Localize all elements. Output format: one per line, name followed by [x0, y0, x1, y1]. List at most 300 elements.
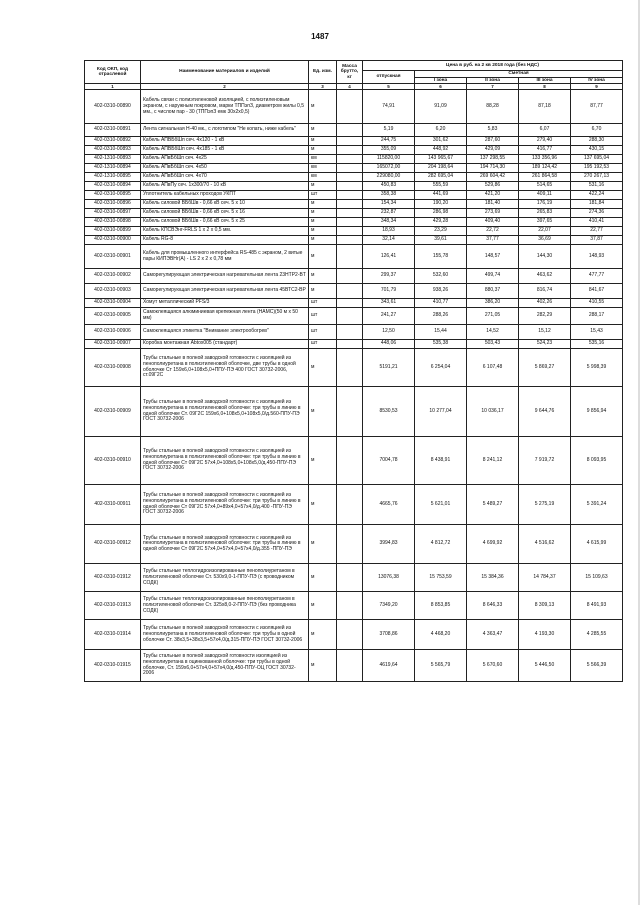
table-row	[85, 137, 623, 146]
cell-name: Кабель силовой ВБбШв - 0,66 кВ сеч. 5 х 25	[141, 218, 309, 227]
cell-z2: 88,28	[467, 90, 519, 124]
cell-code: 402-0310-00911	[85, 485, 141, 525]
cell-z3: 416,77	[519, 146, 571, 155]
cell-z3: 7 919,72	[519, 437, 571, 485]
cell-z3: 9 644,76	[519, 387, 571, 437]
cell-z3: 6,07	[519, 124, 571, 137]
cell-z4: 37,87	[571, 236, 623, 245]
table-row	[85, 191, 623, 200]
cell-code: 402-0310-00902	[85, 269, 141, 284]
cell-mass	[337, 245, 363, 269]
unit-header: Ед. изм.	[309, 61, 337, 84]
cell-mass	[337, 191, 363, 200]
cell-code: 402-0310-00907	[85, 340, 141, 349]
cell-z3: 397,65	[519, 218, 571, 227]
cell-z4: 410,55	[571, 299, 623, 308]
cell-z3: 463,62	[519, 269, 571, 284]
cell-name: Трубы стальные в полной заводской готовности с изоляцией из пенополиуретана в полиэтиленовой оболочке: три трубы в одной оболочке Ст. 38х3,5+38х3,5+57х4,0/д.315-ППУ-ПЭ ГОСТ 30732-2006	[141, 620, 309, 650]
cell-mass	[337, 308, 363, 325]
cell-price: 299,37	[363, 269, 415, 284]
cell-z2: 6 107,48	[467, 349, 519, 387]
cell-price: 343,61	[363, 299, 415, 308]
cell-unit: шт	[309, 191, 337, 200]
column-index: 3	[309, 84, 337, 90]
cell-z4: 9 856,94	[571, 387, 623, 437]
cell-price: 115820,00	[363, 155, 415, 164]
column-index: 8	[519, 84, 571, 90]
cell-price: 32,14	[363, 236, 415, 245]
cell-unit: м	[309, 387, 337, 437]
cell-mass	[337, 349, 363, 387]
column-index: 2	[141, 84, 309, 90]
cell-z3: 133 356,96	[519, 155, 571, 164]
cell-code: 402-0310-01914	[85, 620, 141, 650]
cell-z1: 938,26	[415, 284, 467, 299]
table-row	[85, 164, 623, 173]
cell-price: 126,41	[363, 245, 415, 269]
cell-unit: м	[309, 90, 337, 124]
cell-z1: 532,60	[415, 269, 467, 284]
cell-unit: м	[309, 564, 337, 592]
cell-unit: м	[309, 592, 337, 620]
cell-z4: 288,30	[571, 137, 623, 146]
cell-z3: 189 124,42	[519, 164, 571, 173]
cell-z4: 841,67	[571, 284, 623, 299]
cell-mass	[337, 236, 363, 245]
cell-z1: 410,77	[415, 299, 467, 308]
page-number: 1487	[311, 32, 329, 41]
cell-z2: 137 298,55	[467, 155, 519, 164]
cell-z2: 271,05	[467, 308, 519, 325]
cell-z1: 282 695,04	[415, 173, 467, 182]
cell-z4: 270 267,13	[571, 173, 623, 182]
cell-z2: 429,09	[467, 146, 519, 155]
cell-z2: 273,69	[467, 209, 519, 218]
cell-price: 3708,86	[363, 620, 415, 650]
table-row	[85, 437, 623, 485]
cell-price: 355,09	[363, 146, 415, 155]
zone1-header: I зона	[415, 77, 467, 84]
cell-z3: 5 446,50	[519, 650, 571, 682]
cell-z3: 279,40	[519, 137, 571, 146]
cell-name: Кабель RG-8	[141, 236, 309, 245]
cell-z4: 15 109,63	[571, 564, 623, 592]
table-row	[85, 308, 623, 325]
cell-z4: 430,15	[571, 146, 623, 155]
cell-code: 402-0310-00905	[85, 308, 141, 325]
cell-code: 402-0310-00891	[85, 124, 141, 137]
table-row	[85, 349, 623, 387]
cell-price: 7349,20	[363, 592, 415, 620]
cell-name: Трубы стальные в полной заводской готовности с изоляцией из пенополиуретана в полиэтиленовой оболочке: три трубы в линию в одной оболочке Ст. 09Г2С 159х6,0+108х5,0+108х5,0/д.560-ППУ-ПЭ ГОСТ 30732-2006	[141, 387, 309, 437]
cell-unit: м	[309, 236, 337, 245]
cell-name: Кабель АПвБбШп сеч. 4х70	[141, 173, 309, 182]
cell-name: Лента сигнальная Н-40 мк., с логотипом "Не копать, ниже кабель"	[141, 124, 309, 137]
cell-name: Кабель силовой ВБбШв - 0,66 кВ сеч. 5 х 10	[141, 200, 309, 209]
price-table	[84, 60, 623, 682]
cell-mass	[337, 592, 363, 620]
cell-z3: 4 516,62	[519, 525, 571, 564]
cell-mass	[337, 173, 363, 182]
cell-code: 402-0310-00906	[85, 325, 141, 340]
cell-z3: 282,29	[519, 308, 571, 325]
cell-z2: 269 604,42	[467, 173, 519, 182]
cell-z4: 195 192,53	[571, 164, 623, 173]
release-price-header: отпускная	[363, 71, 415, 84]
cell-unit: м	[309, 485, 337, 525]
cell-code: 402-0310-01915	[85, 650, 141, 682]
cell-z3: 5 869,27	[519, 349, 571, 387]
cell-z4: 5 566,39	[571, 650, 623, 682]
cell-z4: 87,77	[571, 90, 623, 124]
table-row	[85, 269, 623, 284]
table-row	[85, 620, 623, 650]
table-row	[85, 299, 623, 308]
cell-code: 402-0310-00904	[85, 299, 141, 308]
cell-mass	[337, 299, 363, 308]
cell-z1: 4 812,72	[415, 525, 467, 564]
cell-z2: 287,60	[467, 137, 519, 146]
cell-z1: 4 468,20	[415, 620, 467, 650]
cell-z4: 274,36	[571, 209, 623, 218]
cell-mass	[337, 155, 363, 164]
cell-z2: 14,52	[467, 325, 519, 340]
cell-mass	[337, 218, 363, 227]
cell-z2: 386,20	[467, 299, 519, 308]
cell-z4: 410,41	[571, 218, 623, 227]
cell-unit: м	[309, 227, 337, 236]
cell-unit: км	[309, 173, 337, 182]
zone2-header: II зона	[467, 77, 519, 84]
cell-z4: 22,77	[571, 227, 623, 236]
cell-name: Трубы стальные в полной заводской готовности с изоляцией из пенополиуретана в полиэтиленовой оболочке: три трубы в линию в одной оболочке Ст 09Г2С 57х4,0+57х4,0+57х4,0/д.355 -ППУ-ПЭ	[141, 525, 309, 564]
cell-unit: м	[309, 349, 337, 387]
cell-z4: 137 695,04	[571, 155, 623, 164]
cell-name: Саморегулирующая электрическая нагревательная лента 45ВТС2-BP	[141, 284, 309, 299]
cell-z2: 503,43	[467, 340, 519, 349]
cell-z2: 15 384,36	[467, 564, 519, 592]
cell-mass	[337, 284, 363, 299]
cell-name: Кабель АПВБбШп сеч. 4х120 - 1 кВ	[141, 137, 309, 146]
cell-unit: м	[309, 124, 337, 137]
cell-code: 402-0310-00900	[85, 236, 141, 245]
cell-z3: 409,11	[519, 191, 571, 200]
cell-z1: 15 753,59	[415, 564, 467, 592]
cell-mass	[337, 620, 363, 650]
name-header: Наименование материалов и изделий	[141, 61, 309, 84]
cell-z3: 5 275,19	[519, 485, 571, 525]
cell-z4: 181,84	[571, 200, 623, 209]
table-row	[85, 284, 623, 299]
cell-z1: 286,98	[415, 209, 467, 218]
cell-price: 448,06	[363, 340, 415, 349]
cell-unit: м	[309, 146, 337, 155]
cell-z2: 409,40	[467, 218, 519, 227]
cell-mass	[337, 387, 363, 437]
cell-name: Саморегулирующая электрическая нагревательная лента 23НТР2-BT	[141, 269, 309, 284]
cell-price: 4619,64	[363, 650, 415, 682]
cell-code: 402-0310-00903	[85, 284, 141, 299]
table-row	[85, 236, 623, 245]
cell-mass	[337, 200, 363, 209]
table-row	[85, 124, 623, 137]
cell-z3: 265,83	[519, 209, 571, 218]
cell-z1: 10 277,04	[415, 387, 467, 437]
cell-z1: 15,44	[415, 325, 467, 340]
cell-price: 12,50	[363, 325, 415, 340]
cell-price: 358,38	[363, 191, 415, 200]
cell-mass	[337, 146, 363, 155]
cell-name: Хомут металлический PFS/3	[141, 299, 309, 308]
table-row	[85, 227, 623, 236]
table-row	[85, 340, 623, 349]
cell-code: 402-0310-00890	[85, 90, 141, 124]
zone3-header: III зона	[519, 77, 571, 84]
price-group-header: Цена в руб. на 2 кв 2018 года (без НДС)	[363, 61, 623, 71]
cell-price: 241,27	[363, 308, 415, 325]
cell-unit: шт	[309, 325, 337, 340]
cell-code: 402-0310-00899	[85, 227, 141, 236]
cell-mass	[337, 90, 363, 124]
cell-z1: 5 565,79	[415, 650, 467, 682]
cell-unit: м	[309, 620, 337, 650]
cell-z2: 8 241,12	[467, 437, 519, 485]
cell-mass	[337, 564, 363, 592]
cell-mass	[337, 227, 363, 236]
cell-price: 244,75	[363, 137, 415, 146]
column-index: 9	[571, 84, 623, 90]
cell-unit: м	[309, 137, 337, 146]
cell-price: 8530,53	[363, 387, 415, 437]
cell-z2: 10 036,17	[467, 387, 519, 437]
cell-price: 5,19	[363, 124, 415, 137]
cell-z2: 181,40	[467, 200, 519, 209]
cell-mass	[337, 137, 363, 146]
column-index: 5	[363, 84, 415, 90]
cell-z1: 5 621,01	[415, 485, 467, 525]
cell-z1: 441,69	[415, 191, 467, 200]
cell-unit: м	[309, 200, 337, 209]
cell-code: 402-0310-00908	[85, 349, 141, 387]
cell-z4: 8 093,95	[571, 437, 623, 485]
cell-name: Трубы стальные в полной заводской готовности с изоляцией из пенополиуретана в полиэтиленовой оболочке, две трубы в одной оболочке Ст 159х6,0+108х5,0+ППУ-ПЭ 400 ГОСТ 30732-2006, ст.09Г2С	[141, 349, 309, 387]
cell-code: 402-0310-00893	[85, 146, 141, 155]
cell-z4: 535,16	[571, 340, 623, 349]
cell-code: 402-0310-00896	[85, 200, 141, 209]
cell-z1: 143 965,67	[415, 155, 467, 164]
table-row	[85, 155, 623, 164]
cell-name: Коробка монтажная Abtox005 (стандарт)	[141, 340, 309, 349]
cell-mass	[337, 340, 363, 349]
cell-price: 232,87	[363, 209, 415, 218]
cell-price: 348,34	[363, 218, 415, 227]
cell-unit: км	[309, 164, 337, 173]
cell-mass	[337, 325, 363, 340]
cell-z2: 880,37	[467, 284, 519, 299]
cell-code: 402-0310-01913	[85, 592, 141, 620]
cell-price: 701,79	[363, 284, 415, 299]
cell-z4: 5 998,39	[571, 349, 623, 387]
table-row	[85, 90, 623, 124]
cell-mass	[337, 437, 363, 485]
table-row	[85, 592, 623, 620]
cell-unit: шт	[309, 308, 337, 325]
cell-code: 402-0310-00897	[85, 209, 141, 218]
cell-unit: м	[309, 650, 337, 682]
zone4-header: IV зона	[571, 77, 623, 84]
cell-z3: 524,23	[519, 340, 571, 349]
cell-price: 5191,21	[363, 349, 415, 387]
cell-unit: шт	[309, 340, 337, 349]
cell-unit: м	[309, 182, 337, 191]
cell-name: Кабель силовой ВБбШв - 0,66 кВ сеч. 5 х 16	[141, 209, 309, 218]
cell-z1: 91,09	[415, 90, 467, 124]
cell-z3: 402,26	[519, 299, 571, 308]
cell-price: 13076,38	[363, 564, 415, 592]
table-row	[85, 387, 623, 437]
cell-z1: 6,20	[415, 124, 467, 137]
cell-unit: шт	[309, 299, 337, 308]
cell-unit: м	[309, 525, 337, 564]
cell-mass	[337, 650, 363, 682]
table-row	[85, 485, 623, 525]
cell-name: Кабель АПвПу сеч. 1х300/70 - 10 кВ	[141, 182, 309, 191]
column-index: 4	[337, 84, 363, 90]
cell-name: Кабель КПСВЭнг-FRLS 1 х 2 х 0,5 мм.	[141, 227, 309, 236]
cell-z1: 39,61	[415, 236, 467, 245]
cell-code: 402-0310-00898	[85, 218, 141, 227]
cell-name: Трубы стальные в полной заводской готовности с изоляцией из пенополиуретана в полиэтиленовой оболочке: три трубы в линию в одной оболочке Ст 09Г2С 57х4,0+108х5,0+108х5,0/д.450-ППУ-ПЭ ГОСТ 30732-2006	[141, 437, 309, 485]
cell-price: 3994,83	[363, 525, 415, 564]
cell-z2: 194 714,30	[467, 164, 519, 173]
cell-price: 165072,00	[363, 164, 415, 173]
cell-z2: 5 670,60	[467, 650, 519, 682]
table-row	[85, 209, 623, 218]
cell-z3: 87,18	[519, 90, 571, 124]
cell-z2: 37,77	[467, 236, 519, 245]
cell-z1: 204 198,64	[415, 164, 467, 173]
code-header: Код ОКП, код отраслевой	[85, 61, 141, 84]
cell-z1: 155,78	[415, 245, 467, 269]
cell-z1: 448,92	[415, 146, 467, 155]
cell-mass	[337, 269, 363, 284]
cell-name: Кабель АПВБбШп сеч. 4х185 - 1 кВ	[141, 146, 309, 155]
cell-z2: 421,20	[467, 191, 519, 200]
cell-z2: 148,57	[467, 245, 519, 269]
cell-name: Уплотнитель кабельных проходов УКПТ	[141, 191, 309, 200]
cell-z3: 8 309,13	[519, 592, 571, 620]
cell-z4: 422,24	[571, 191, 623, 200]
table-row	[85, 218, 623, 227]
cell-price: 229080,00	[363, 173, 415, 182]
cell-z2: 5,83	[467, 124, 519, 137]
cell-z2: 8 646,33	[467, 592, 519, 620]
cell-code: 402-0310-00894	[85, 182, 141, 191]
cell-code: 402-0310-00892	[85, 137, 141, 146]
cell-z1: 535,38	[415, 340, 467, 349]
cell-price: 74,91	[363, 90, 415, 124]
cell-z1: 8 853,85	[415, 592, 467, 620]
table-row	[85, 650, 623, 682]
table-row	[85, 525, 623, 564]
cell-z3: 4 193,30	[519, 620, 571, 650]
cell-code: 402-1310-00893	[85, 155, 141, 164]
table-row	[85, 564, 623, 592]
table-row	[85, 182, 623, 191]
cell-mass	[337, 182, 363, 191]
cell-price: 450,83	[363, 182, 415, 191]
cell-price: 4665,76	[363, 485, 415, 525]
cell-z2: 529,86	[467, 182, 519, 191]
cell-unit: м	[309, 437, 337, 485]
cell-z2: 22,72	[467, 227, 519, 236]
cell-z1: 23,29	[415, 227, 467, 236]
table-row	[85, 245, 623, 269]
cell-code: 402-0310-00912	[85, 525, 141, 564]
cell-z4: 8 491,93	[571, 592, 623, 620]
cell-unit: м	[309, 218, 337, 227]
cell-z2: 4 699,92	[467, 525, 519, 564]
cell-unit: м	[309, 284, 337, 299]
cell-mass	[337, 525, 363, 564]
cell-z3: 514,65	[519, 182, 571, 191]
cell-z4: 477,77	[571, 269, 623, 284]
cell-code: 402-0310-00901	[85, 245, 141, 269]
cell-z4: 148,93	[571, 245, 623, 269]
cell-name: Трубы стальные в полной заводской готовности с изоляцией из пенополиуретана в полиэтиленовой оболочке: три трубы в линию в одной оболочке Ст 09Г2С 57х4,0+89х4,0+57х4,0/д.400 -ППУ-ПЭ ГОСТ 30732-2006	[141, 485, 309, 525]
cell-z4: 4 285,55	[571, 620, 623, 650]
cell-unit: м	[309, 269, 337, 284]
cell-z3: 176,19	[519, 200, 571, 209]
estimate-price-header: Сметная	[415, 71, 623, 78]
cell-mass	[337, 124, 363, 137]
table-row	[85, 146, 623, 155]
cell-mass	[337, 485, 363, 525]
cell-z1: 555,59	[415, 182, 467, 191]
cell-z1: 429,28	[415, 218, 467, 227]
cell-code: 402-0310-00909	[85, 387, 141, 437]
cell-z4: 6,70	[571, 124, 623, 137]
cell-name: Трубы стальные теплогидроизолированные пенополиуретаном в полиэтиленовой оболочке Ст. 530х9,0-1-ППУ-ПЭ (с проводником СОДК)	[141, 564, 309, 592]
cell-z1: 6 254,04	[415, 349, 467, 387]
cell-z4: 5 391,24	[571, 485, 623, 525]
cell-z3: 816,74	[519, 284, 571, 299]
cell-code: 402-0310-00910	[85, 437, 141, 485]
cell-z2: 4 363,47	[467, 620, 519, 650]
cell-name: Трубы стальные в полной заводской готовности изоляцией из пенополиуретана в оцинкованной оболочке: три трубы в одной оболочке, Ст. 159х6,0+57х4,0+57х4,0/д.450-ППУ-ОЦ ГОСТ 30732-2006	[141, 650, 309, 682]
cell-name: Кабель для промышленного интерфейса RS-485 с экраном, 2 витые пары КИПЭВНг(А) - LS 2 х 2 х 0,78 мм	[141, 245, 309, 269]
cell-unit: м	[309, 245, 337, 269]
cell-z3: 22,07	[519, 227, 571, 236]
cell-z4: 4 615,99	[571, 525, 623, 564]
cell-code: 402-1310-00894	[85, 164, 141, 173]
cell-name: Кабель АПвБбШп сеч. 4х25	[141, 155, 309, 164]
cell-z2: 5 489,27	[467, 485, 519, 525]
cell-name: Самоклеящаяся алюминиевая крепежная лента (НАМС)(50 м х 50 мм)	[141, 308, 309, 325]
cell-price: 18,93	[363, 227, 415, 236]
cell-unit: км	[309, 155, 337, 164]
cell-name: Самоклеящаяся этикетка "Внимание электрообогрев"	[141, 325, 309, 340]
cell-price: 7004,78	[363, 437, 415, 485]
cell-z4: 15,43	[571, 325, 623, 340]
cell-z3: 15,12	[519, 325, 571, 340]
cell-z1: 8 438,91	[415, 437, 467, 485]
cell-z3: 36,69	[519, 236, 571, 245]
cell-z3: 14 784,37	[519, 564, 571, 592]
cell-z2: 499,74	[467, 269, 519, 284]
cell-z4: 288,17	[571, 308, 623, 325]
cell-unit: м	[309, 209, 337, 218]
